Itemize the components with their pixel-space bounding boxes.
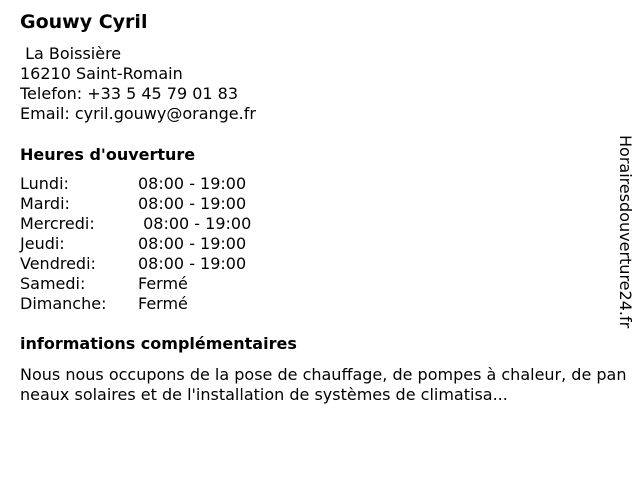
- hours-row-tuesday: [20, 194, 251, 214]
- site-watermark: Horairesdouverture24.fr: [616, 135, 635, 329]
- hours-day: Lundi:: [20, 174, 69, 193]
- hours-day: Mardi:: [20, 194, 70, 213]
- hours-time: 08:00 - 19:00: [138, 174, 247, 193]
- phone-line: Telefon: +33 5 45 79 01 83: [20, 84, 239, 103]
- hours-day: Samedi:: [20, 274, 86, 293]
- hours-row-friday: [20, 254, 251, 274]
- hours-row-sunday: [20, 294, 251, 314]
- hours-time: 08:00 - 19:00: [138, 254, 247, 273]
- hours-time: 08:00 - 19:00: [138, 234, 247, 253]
- hours-time: 08:00 - 19:00: [138, 194, 247, 213]
- email-line: Email: cyril.gouwy@orange.fr: [20, 104, 256, 123]
- hours-time: Fermé: [138, 274, 188, 293]
- hours-day: Dimanche:: [20, 294, 107, 313]
- hours-time: Fermé: [138, 294, 188, 313]
- business-name: Gouwy Cyril: [20, 11, 148, 33]
- address-street: La Boissière: [20, 44, 122, 63]
- hours-heading: Heures d'ouverture: [20, 145, 196, 164]
- hours-row-thursday: [20, 234, 251, 254]
- business-description: Nous nous occupons de la pose de chauffage, de pompes à chaleur, de panneaux solaires et de l'installation de systèmes de climatisa...: [20, 365, 627, 404]
- info-heading: informations complémentaires: [20, 334, 297, 353]
- hours-day: Mercredi:: [20, 214, 95, 233]
- address-city: 16210 Saint-Romain: [20, 64, 183, 83]
- hours-time: 08:00 - 19:00: [138, 214, 252, 233]
- hours-day: Jeudi:: [20, 234, 65, 253]
- contact-block: [20, 44, 256, 124]
- hours-day: Vendredi:: [20, 254, 96, 273]
- hours-row-monday: [20, 174, 251, 194]
- hours-row-wednesday: [20, 214, 251, 234]
- hours-row-saturday: [20, 274, 251, 294]
- opening-hours-table: [20, 174, 251, 314]
